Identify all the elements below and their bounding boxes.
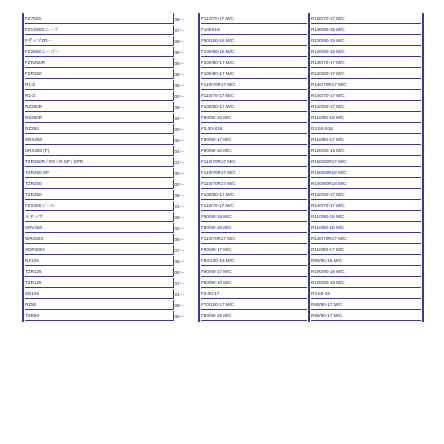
cell-text: TZR50 [25, 311, 173, 321]
rear-tire-size-cell [309, 212, 423, 223]
cell-text: R100/90-18 M/C [311, 278, 421, 288]
table-row [23, 69, 423, 80]
cell-text: 00〜 [174, 93, 185, 99]
year-cell [173, 157, 199, 168]
cell-text: F90/90-16 M/C [201, 278, 307, 288]
table-row [23, 311, 423, 322]
front-tire-size-cell [199, 223, 309, 234]
rear-tire-size-cell [309, 135, 423, 146]
cell-text: 00〜 [174, 181, 185, 187]
table-row [23, 201, 423, 212]
cell-text: 02〜 [174, 225, 185, 231]
cell-text: 01〜 [174, 159, 185, 165]
cell-text: TZR250 [25, 190, 173, 200]
year-cell [173, 80, 199, 91]
model-name-cell [23, 201, 173, 212]
front-tire-size-cell [199, 14, 309, 25]
cell-text: R90/90-18 M/C [311, 256, 421, 266]
year-cell [173, 234, 199, 245]
rear-tire-size-cell [309, 179, 423, 190]
year-cell [173, 278, 199, 289]
rear-tire-size-cell [309, 25, 423, 36]
cell-text: F110/70R17 M/C [201, 234, 307, 244]
cell-text: F110/70-17 M/C [201, 91, 307, 101]
model-name-cell [23, 124, 173, 135]
table-row [23, 157, 423, 168]
rear-tire-size-cell [309, 69, 423, 80]
rear-tire-size-cell [309, 91, 423, 102]
cell-text: RZ50 [25, 300, 173, 310]
cell-text: R120/80-16 M/C [311, 47, 421, 57]
cell-text: TZR250 [25, 179, 173, 189]
cell-text: FZ250Zニーゴー [25, 47, 173, 57]
rear-tire-size-cell [309, 36, 423, 47]
cell-text: R140/70-17 M/C [311, 91, 421, 101]
cell-text: FザップZR－ [25, 36, 173, 46]
cell-text: FZX250ジール [25, 201, 173, 211]
cell-text: F90/80-17 M/C [201, 245, 307, 255]
rear-tire-size-cell [309, 14, 423, 25]
cell-text: F100/80-16 M/C [201, 47, 307, 57]
cell-text: R120/80-17 M/C [311, 102, 421, 112]
model-name-cell [23, 69, 173, 80]
cell-text: R3.50-16 [311, 289, 421, 299]
cell-text: F90/90-18 M/C [201, 223, 307, 233]
model-name-cell [23, 212, 173, 223]
cell-text: F3.00-17 [201, 289, 307, 299]
table-row [23, 102, 423, 113]
rear-tire-size-cell [309, 157, 423, 168]
cell-text: F100/80-17 M/C [201, 69, 307, 79]
cell-text: FZ750X [25, 14, 173, 24]
front-tire-size-cell [199, 212, 309, 223]
year-cell [173, 212, 199, 223]
year-cell [173, 289, 199, 300]
table-row [23, 124, 423, 135]
front-tire-size-cell [199, 179, 309, 190]
table-row [23, 47, 423, 58]
rear-tire-size-cell [309, 190, 423, 201]
model-name-cell [23, 311, 173, 322]
table-row [23, 91, 423, 102]
year-cell [173, 190, 199, 201]
cell-text: R130/90-15 M/C [311, 25, 421, 35]
front-tire-size-cell [199, 201, 309, 212]
model-name-cell [23, 190, 173, 201]
cell-text: 01〜 [174, 291, 185, 297]
cell-text: 05〜 [174, 192, 185, 198]
rear-tire-size-cell [309, 113, 423, 124]
cell-text: 00〜 [174, 126, 185, 132]
model-name-cell [23, 25, 173, 36]
table-row [23, 168, 423, 179]
rear-tire-size-cell [309, 256, 423, 267]
model-name-cell [23, 300, 173, 311]
rear-tire-size-cell [309, 311, 423, 322]
front-tire-size-cell [199, 267, 309, 278]
cell-text: R100/90-16 M/C [311, 267, 421, 277]
cell-text: RZ250R [25, 102, 173, 112]
year-cell [173, 113, 199, 124]
front-tire-size-cell [199, 256, 309, 267]
cell-text: 00〜 [174, 170, 185, 176]
model-name-cell [23, 58, 173, 69]
cell-text: TZR125 [25, 278, 173, 288]
table-row [23, 278, 423, 289]
year-cell [173, 146, 199, 157]
cell-text: 01〜 [174, 203, 185, 209]
cell-text: F100/80-17 M/C [201, 58, 307, 68]
front-tire-size-cell [199, 102, 309, 113]
front-tire-size-cell [199, 146, 309, 157]
year-cell [173, 47, 199, 58]
year-cell [173, 256, 199, 267]
cell-text: R1-Z [25, 91, 173, 101]
cell-text: 04〜 [174, 115, 185, 121]
cell-text: TZR125 [25, 267, 173, 277]
model-name-cell [23, 289, 173, 300]
table-row [23, 234, 423, 245]
cell-text: SR125 [25, 289, 173, 299]
cell-text: R130/70-17 M/C [311, 58, 421, 68]
table-row [23, 14, 423, 25]
model-name-cell [23, 146, 173, 157]
front-tire-size-cell [199, 124, 309, 135]
front-tire-size-cell [199, 80, 309, 91]
cell-text: ルネッサ [25, 212, 173, 222]
front-tire-size-cell [199, 47, 309, 58]
cell-text: 07〜 [174, 27, 185, 33]
cell-text: 07〜 [174, 247, 185, 253]
model-name-cell [23, 223, 173, 234]
tire-size-table-body [23, 14, 423, 322]
cell-text: 00〜 [174, 313, 185, 319]
front-tire-size-cell [199, 157, 309, 168]
cell-text: F110/70-17 M/C [201, 14, 307, 24]
cell-text: R90/90-17 M/C [311, 311, 421, 321]
cell-text: R3.50-S18 [311, 124, 421, 134]
cell-text: R110/90-18 M/C [311, 212, 421, 222]
cell-text: R80/90-17 M/C [311, 300, 421, 310]
cell-text: 00〜 [174, 137, 185, 143]
cell-text: R110/80-17 M/C [311, 135, 421, 145]
year-cell [173, 25, 199, 36]
table-row [23, 300, 423, 311]
year-cell [173, 58, 199, 69]
cell-text: R140/70R17 M/C [311, 234, 421, 244]
cell-text: F100S18 [201, 25, 307, 35]
cell-text: FZV250Sニーゴ [25, 25, 173, 35]
year-cell [173, 267, 199, 278]
model-name-cell [23, 256, 173, 267]
cell-text: 08〜 [174, 269, 185, 275]
cell-text: SRV250 [25, 223, 173, 233]
front-tire-size-cell [199, 113, 309, 124]
front-tire-size-cell [199, 289, 309, 300]
cell-text: FZR250 [25, 69, 173, 79]
cell-text: R110/80-18 M/C [311, 113, 421, 123]
cell-text: F90/90-18 M/C [201, 212, 307, 222]
cell-text: R130/90-15 M/C [311, 36, 421, 46]
table-row [23, 58, 423, 69]
cell-text: 08〜 [174, 302, 185, 308]
cell-text: TZR250 SP [25, 168, 173, 178]
front-tire-size-cell [199, 69, 309, 80]
rear-tire-size-cell [309, 58, 423, 69]
cell-text: FZR250R [25, 58, 173, 68]
cell-text: F90/80-17 M/C [201, 135, 307, 145]
year-cell [173, 102, 199, 113]
cell-text: F90/100-16 M/C [201, 36, 307, 46]
year-cell [173, 201, 199, 212]
table-row [23, 245, 423, 256]
table-row [23, 179, 423, 190]
table-row [23, 256, 423, 267]
cell-text: R1-Z [25, 80, 173, 90]
front-tire-size-cell [199, 135, 309, 146]
cell-text: F90/80-17 M/C [201, 267, 307, 277]
cell-text: R110/80-17 M/C [311, 245, 421, 255]
cell-text: R140/70R17 M/C [311, 80, 421, 90]
cell-text: F100/80-17 M/C [201, 102, 307, 112]
cell-text: 08〜 [174, 104, 185, 110]
rear-tire-size-cell [309, 146, 423, 157]
rear-tire-size-cell [309, 124, 423, 135]
cell-text: SRX250 [25, 135, 173, 145]
cell-text: RZ250R [25, 113, 173, 123]
cell-text: 05〜 [174, 258, 185, 264]
rear-tire-size-cell [309, 80, 423, 91]
year-cell [173, 124, 199, 135]
model-name-cell [23, 36, 173, 47]
front-tire-size-cell [199, 168, 309, 179]
front-tire-size-cell [199, 190, 309, 201]
rear-tire-size-cell [309, 278, 423, 289]
front-tire-size-cell [199, 25, 309, 36]
rear-tire-size-cell [309, 300, 423, 311]
cell-text: 08〜 [174, 82, 185, 88]
cell-text: 08〜 [174, 38, 185, 44]
cell-text: F70/100-17 M/C [201, 300, 307, 310]
model-name-cell [23, 80, 173, 91]
cell-text: 04〜 [174, 148, 185, 154]
rear-tire-size-cell [309, 168, 423, 179]
cell-text: 06〜 [174, 214, 185, 220]
year-cell [173, 69, 199, 80]
table-row [23, 223, 423, 234]
year-cell [173, 135, 199, 146]
cell-text: F100/80-17 M/C [201, 190, 307, 200]
year-cell [173, 14, 199, 25]
cell-text: TZR250R / RS / R-SP / SPR [25, 157, 173, 167]
cell-text: R150/60R18 M/C [311, 168, 421, 178]
table-row [23, 25, 423, 36]
rear-tire-size-cell [309, 267, 423, 278]
cell-text: F110/70R17 M/C [201, 157, 307, 167]
front-tire-size-cell [199, 311, 309, 322]
rear-tire-size-cell [309, 102, 423, 113]
year-cell [173, 245, 199, 256]
model-name-cell [23, 135, 173, 146]
table-row [23, 212, 423, 223]
cell-text: R150/70-17 M/C [311, 14, 421, 24]
rear-tire-size-cell [309, 201, 423, 212]
cell-text: 08〜 [174, 49, 185, 55]
front-tire-size-cell [199, 245, 309, 256]
rear-tire-size-cell [309, 245, 423, 256]
table-row [23, 146, 423, 157]
table-row [23, 113, 423, 124]
cell-text: R100/90-16 M/C [311, 146, 421, 156]
front-tire-size-cell [199, 58, 309, 69]
year-cell [173, 223, 199, 234]
cell-text: F110/70R17 M/C [201, 80, 307, 90]
cell-text: R120/80-17 M/C [311, 69, 421, 79]
year-cell [173, 300, 199, 311]
cell-text: SDR200A [25, 245, 173, 255]
rear-tire-size-cell [309, 234, 423, 245]
model-name-cell [23, 113, 173, 124]
cell-text: F90/90-16 M/C [201, 146, 307, 156]
cell-text: F110/70R17 M/C [201, 168, 307, 178]
table-row [23, 289, 423, 300]
table-row [23, 36, 423, 47]
cell-text: RZ250 [25, 124, 173, 134]
tire-size-table [22, 13, 424, 322]
model-name-cell [23, 91, 173, 102]
cell-text: F80/90-16 M/C [201, 311, 307, 321]
rear-tire-size-cell [309, 289, 423, 300]
year-cell [173, 36, 199, 47]
cell-text: F110/70R17 M/C [201, 179, 307, 189]
cell-text: R120/80-17 M/C [311, 190, 421, 200]
table-row [23, 80, 423, 91]
model-name-cell [23, 157, 173, 168]
cell-text: 08〜 [174, 236, 185, 242]
cell-text: R110/90-18 M/C [311, 223, 421, 233]
rear-tire-size-cell [309, 47, 423, 58]
model-name-cell [23, 278, 173, 289]
front-tire-size-cell [199, 278, 309, 289]
cell-text: F90/90-18 M/C [201, 113, 307, 123]
year-cell [173, 168, 199, 179]
cell-text: RZ125 [25, 256, 173, 266]
model-name-cell [23, 102, 173, 113]
table-row [23, 190, 423, 201]
model-name-cell [23, 14, 173, 25]
cell-text: R140/60R18 M/C [311, 179, 421, 189]
cell-text: F80/100-16 M/C [201, 256, 307, 266]
cell-text: 06〜 [174, 16, 185, 22]
cell-text: WR250X [25, 234, 173, 244]
cell-text: R140/70-17 M/C [311, 201, 421, 211]
cell-text: F110/70-17 M/C [201, 201, 307, 211]
front-tire-size-cell [199, 91, 309, 102]
table-row [23, 267, 423, 278]
table-row [23, 135, 423, 146]
front-tire-size-cell [199, 36, 309, 47]
model-name-cell [23, 47, 173, 58]
cell-text: 07〜 [174, 280, 185, 286]
model-name-cell [23, 267, 173, 278]
front-tire-size-cell [199, 300, 309, 311]
front-tire-size-cell [199, 234, 309, 245]
model-name-cell [23, 168, 173, 179]
year-cell [173, 91, 199, 102]
model-name-cell [23, 245, 173, 256]
model-name-cell [23, 234, 173, 245]
rear-tire-size-cell [309, 223, 423, 234]
cell-text: F3.00-S18 [201, 124, 307, 134]
cell-text: R150/60R17 M/C [311, 157, 421, 167]
cell-text: SRX250 (F) [25, 146, 173, 156]
cell-text: 08〜 [174, 71, 185, 77]
year-cell [173, 179, 199, 190]
year-cell [173, 311, 199, 322]
model-name-cell [23, 179, 173, 190]
cell-text: 08〜 [174, 60, 185, 66]
